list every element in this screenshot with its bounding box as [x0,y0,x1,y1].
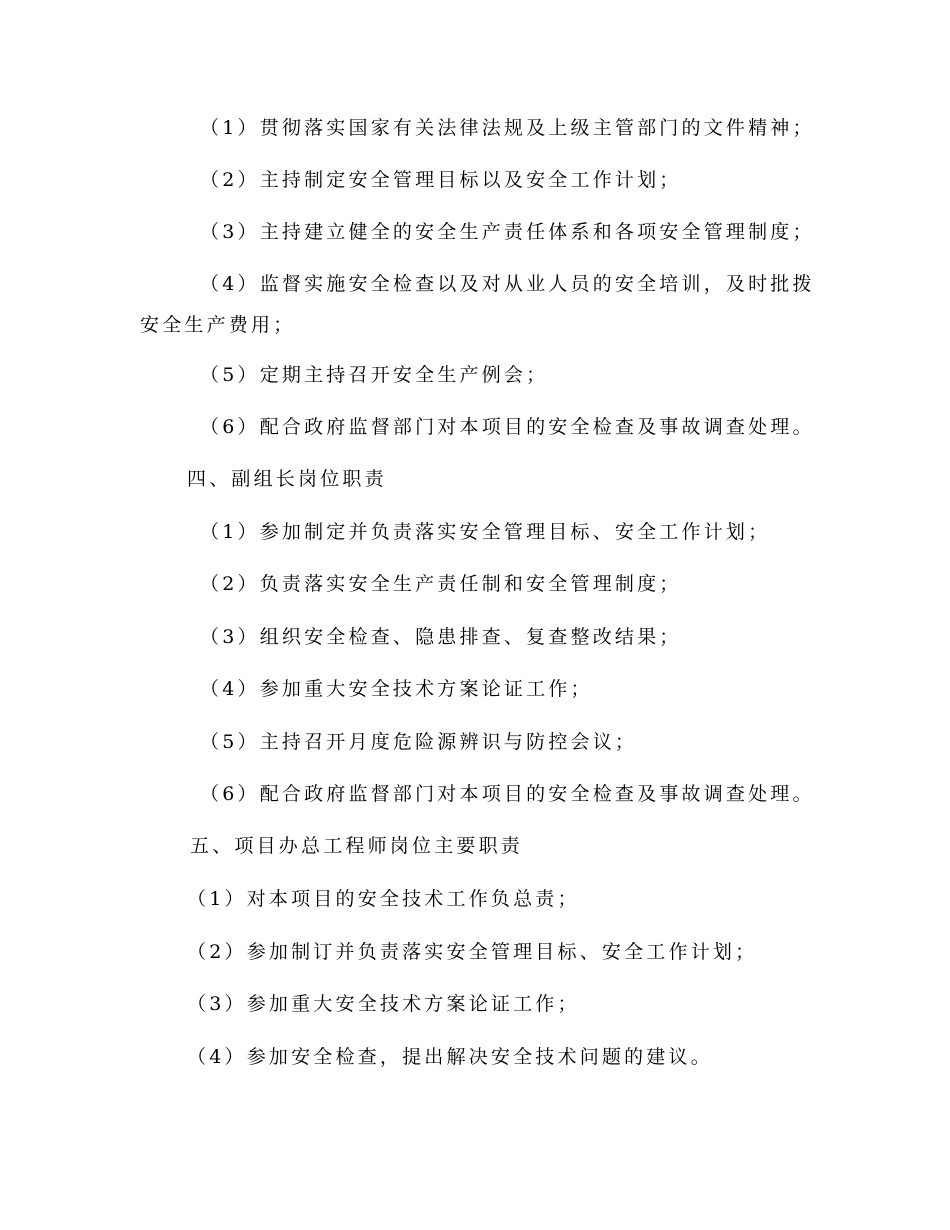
paragraph-line: （2）负责落实安全生产责任制和安全管理制度； [200,573,682,595]
paragraph-line: （4）参加安全检查，提出解决安全技术问题的建议。 [187,1046,713,1068]
paragraph-line: （4）参加重大安全技术方案论证工作； [200,678,593,700]
paragraph-line: （3）组织安全检查、隐患排查、复查整改结果； [200,626,682,648]
paragraph-line: （6）配合政府监督部门对本项目的安全检查及事故调查处理。 [200,416,815,438]
paragraph-line: （5）主持召开月度危险源辨识与防控会议； [200,731,638,753]
paragraph-line: （4）监督实施安全检查以及对从业人员的安全培训，及时批拨 [200,273,815,295]
section-heading: 五、项目办总工程师岗位主要职责 [190,835,524,857]
paragraph-line: （6）配合政府监督部门对本项目的安全检查及事故调查处理。 [200,783,815,805]
paragraph-line: （2）主持制定安全管理目标以及安全工作计划； [200,169,682,191]
section-heading: 四、副组长岗位职责 [187,468,387,490]
paragraph-line: （1）贯彻落实国家有关法律法规及上级主管部门的文件精神； [200,117,815,139]
paragraph-line: （3）参加重大安全技术方案论证工作； [187,993,580,1015]
paragraph-line: （5）定期主持召开安全生产例会； [200,364,549,386]
paragraph-line-continued: 安全生产费用； [140,314,296,336]
paragraph-line: （1）对本项目的安全技术工作负总责； [187,888,580,910]
paragraph-line: （1）参加制定并负责落实安全管理目标、安全工作计划； [200,521,771,543]
paragraph-line: （3）主持建立健全的安全生产责任体系和各项安全管理制度； [200,221,815,243]
paragraph-line: （2）参加制订并负责落实安全管理目标、安全工作计划； [187,941,758,963]
